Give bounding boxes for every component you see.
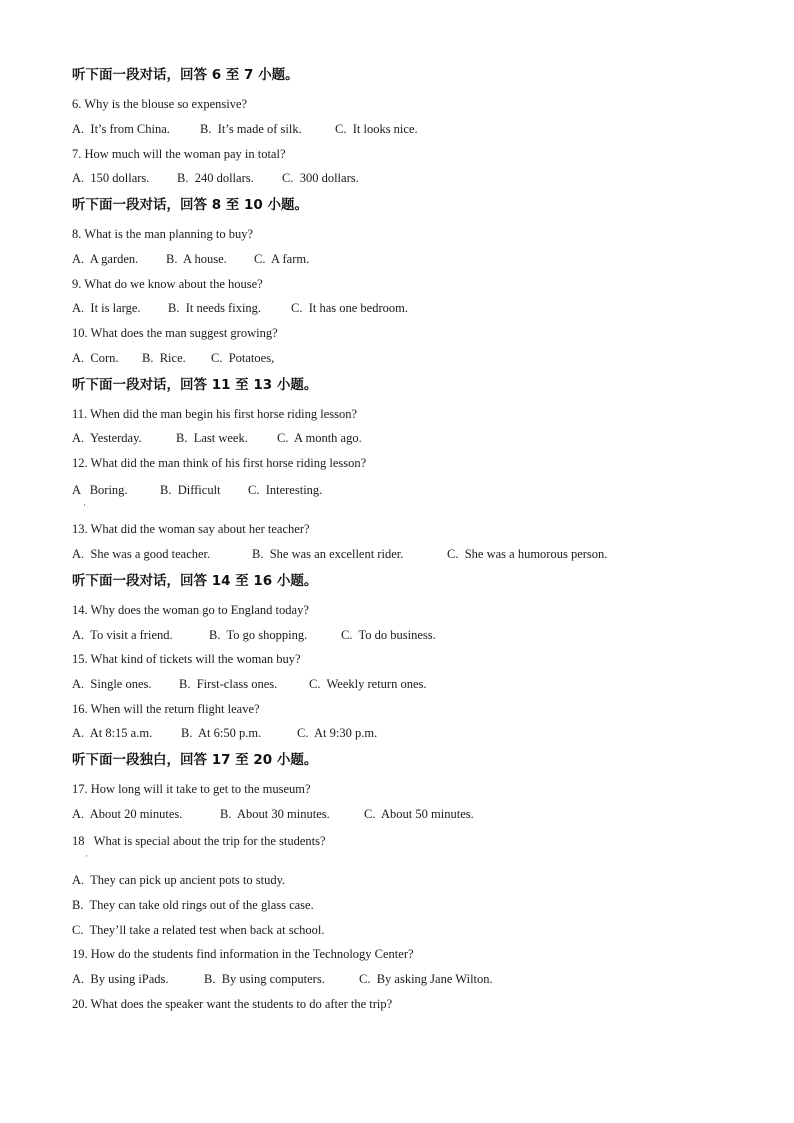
question-16: 16. When will the return flight leave? bbox=[72, 702, 260, 716]
option-b: B. A house. bbox=[166, 252, 227, 266]
question-17: 17. How long will it take to get to the museum? bbox=[72, 782, 311, 796]
stray-mark: · bbox=[83, 500, 86, 510]
question-14: 14. Why does the woman go to England today? bbox=[72, 603, 309, 617]
option-c: C. To do business. bbox=[341, 628, 436, 642]
options-12 bbox=[72, 482, 322, 498]
options-7 bbox=[72, 170, 359, 186]
option-18-b: B. They can take old rings out of the glass case. bbox=[72, 898, 314, 912]
question-15: 15. What kind of tickets will the woman buy? bbox=[72, 652, 301, 666]
option-b: B. Last week. bbox=[176, 431, 248, 445]
options-10 bbox=[72, 350, 274, 366]
options-6 bbox=[72, 121, 418, 137]
option-18-a: A. They can pick up ancient pots to study. bbox=[72, 873, 286, 887]
question-20: 20. What does the speaker want the students to do after the trip? bbox=[72, 997, 393, 1011]
option-a: A Boring. bbox=[72, 483, 128, 497]
option-c: C. A farm. bbox=[254, 252, 310, 266]
option-a: A. It’s from China. bbox=[72, 122, 170, 136]
option-a: A. To visit a friend. bbox=[72, 628, 173, 642]
options-16 bbox=[72, 725, 377, 741]
option-b: B. By using computers. bbox=[204, 972, 325, 986]
option-c: C. She was a humorous person. bbox=[447, 547, 608, 561]
option-a: A. About 20 minutes. bbox=[72, 807, 183, 821]
option-b: B. Difficult bbox=[160, 483, 221, 497]
option-a: A. By using iPads. bbox=[72, 972, 169, 986]
section-heading: 听下面一段对话，回答 11 至 13 小题。 bbox=[72, 377, 318, 393]
option-b: B. At 6:50 p.m. bbox=[181, 726, 262, 740]
option-c: C. Potatoes, bbox=[211, 351, 275, 365]
option-18-c: C. They’ll take a related test when back at school. bbox=[72, 923, 325, 937]
section-heading: 听下面一段对话，回答 6 至 7 小题。 bbox=[72, 67, 299, 83]
option-a: A. Single ones. bbox=[72, 677, 152, 691]
option-b: B. She was an excellent rider. bbox=[252, 547, 404, 561]
question-9: 9. What do we know about the house? bbox=[72, 277, 263, 291]
section-heading: 听下面一段对话，回答 14 至 16 小题。 bbox=[72, 573, 318, 589]
option-c: C. By asking Jane Wilton. bbox=[359, 972, 493, 986]
question-18: 18 What is special about the trip for the students? bbox=[72, 834, 326, 848]
options-9 bbox=[72, 300, 408, 316]
option-a: A. It is large. bbox=[72, 301, 141, 315]
option-c: C. A month ago. bbox=[277, 431, 362, 445]
option-a: A. Corn. bbox=[72, 351, 119, 365]
question-13: 13. What did the woman say about her teacher? bbox=[72, 522, 310, 536]
question-19: 19. How do the students find information in the Technology Center? bbox=[72, 947, 414, 961]
question-7: 7. How much will the woman pay in total? bbox=[72, 147, 286, 161]
option-b: B. It needs fixing. bbox=[168, 301, 262, 315]
options-13 bbox=[72, 546, 607, 562]
option-c: C. At 9:30 p.m. bbox=[297, 726, 378, 740]
question-12: 12. What did the man think of his first horse riding lesson? bbox=[72, 456, 367, 470]
option-c: C. 300 dollars. bbox=[282, 171, 359, 185]
option-b: B. It’s made of silk. bbox=[200, 122, 302, 136]
option-c: C. It has one bedroom. bbox=[291, 301, 408, 315]
question-6: 6. Why is the blouse so expensive? bbox=[72, 97, 248, 111]
section-heading: 听下面一段独白，回答 17 至 20 小题。 bbox=[72, 752, 318, 768]
option-c: C. Interesting. bbox=[248, 483, 323, 497]
options-8 bbox=[72, 251, 309, 267]
option-c: C. It looks nice. bbox=[335, 122, 418, 136]
options-11 bbox=[72, 430, 362, 446]
options-19 bbox=[72, 971, 493, 987]
option-c: C. Weekly return ones. bbox=[309, 677, 427, 691]
option-b: B. 240 dollars. bbox=[177, 171, 254, 185]
option-c: C. About 50 minutes. bbox=[364, 807, 474, 821]
option-a: A. At 8:15 a.m. bbox=[72, 726, 153, 740]
option-a: A. A garden. bbox=[72, 252, 139, 266]
options-17 bbox=[72, 806, 474, 822]
option-a: A. 150 dollars. bbox=[72, 171, 150, 185]
option-a: A. Yesterday. bbox=[72, 431, 142, 445]
option-b: B. About 30 minutes. bbox=[220, 807, 330, 821]
option-b: B. To go shopping. bbox=[209, 628, 308, 642]
options-15 bbox=[72, 676, 427, 692]
question-11: 11. When did the man begin his first horse riding lesson? bbox=[72, 407, 358, 421]
section-heading: 听下面一段对话，回答 8 至 10 小题。 bbox=[72, 197, 308, 213]
option-a: A. She was a good teacher. bbox=[72, 547, 211, 561]
option-b: B. First-class ones. bbox=[179, 677, 278, 691]
question-10: 10. What does the man suggest growing? bbox=[72, 326, 278, 340]
option-b: B. Rice. bbox=[142, 351, 186, 365]
options-14 bbox=[72, 627, 436, 643]
stray-mark: · bbox=[85, 851, 88, 861]
question-8: 8. What is the man planning to buy? bbox=[72, 227, 253, 241]
